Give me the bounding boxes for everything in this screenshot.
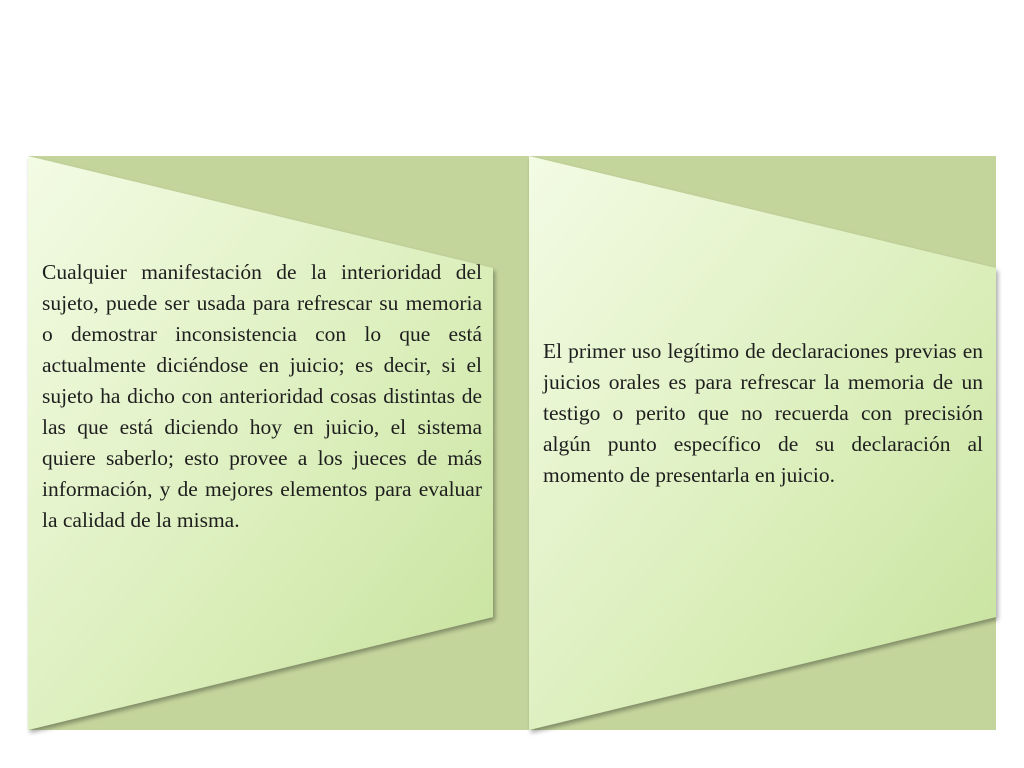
panel-left-text: Cualquier manifestación de la interioridad del sujeto, puede ser usada para refrescar su memoria o demostrar inconsistencia con lo que está actualmente diciéndose en juicio; es decir, si el sujeto ha dicho con anterioridad cosas distintas de las que está diciendo hoy en juicio, el sistema quiere saberlo; esto provee a los jueces de más información, y de mejores elementos para evaluar la calidad de la misma. [42, 260, 482, 532]
panel-right-text: El primer uso legítimo de declaraciones previas en juicios orales es para refrescar la memoria de un testigo o perito que no recuerda con precisión algún punto específico de su declaración al momento de presentarla en juicio. [543, 339, 983, 487]
